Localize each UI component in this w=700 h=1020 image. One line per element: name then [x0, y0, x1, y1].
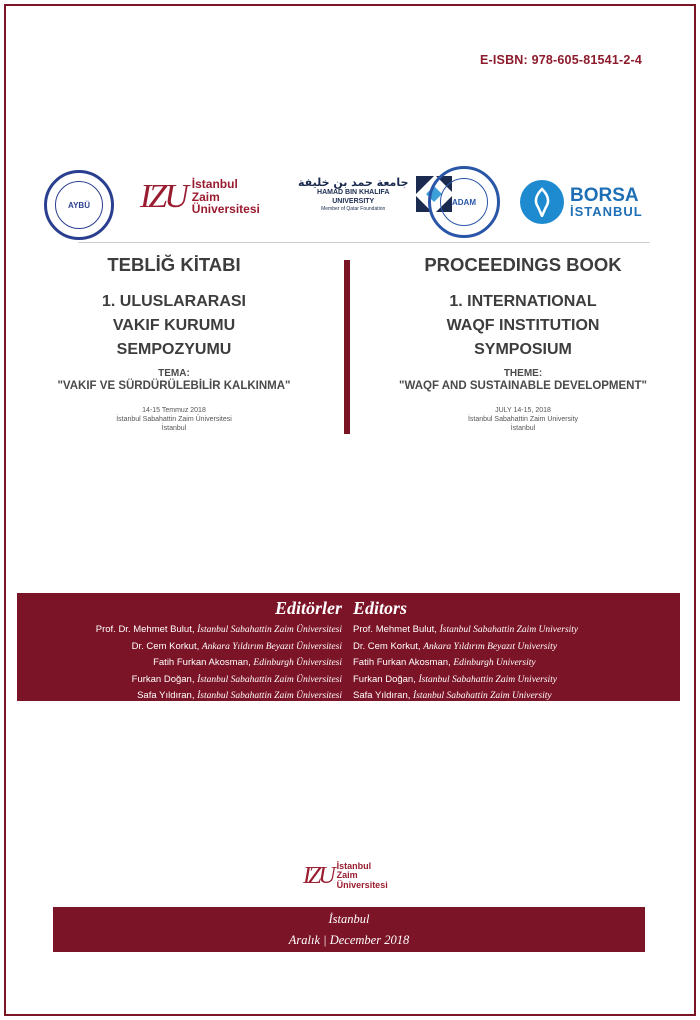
hbku-wordmark	[298, 176, 408, 212]
editor-affiliation: Edinburgh Üniversitesi	[253, 658, 342, 668]
symposium-line2-tr: VAKIF KURUMU	[112, 317, 236, 334]
isbn-label: E-ISBN: 978-605-81541-2-4	[479, 53, 642, 67]
editor-entry-tr	[96, 622, 342, 639]
event-city-en: İstanbul	[510, 425, 536, 432]
theme-label-tr: TEMA:	[158, 368, 190, 379]
editor-affiliation: Ankara Yıldırım Beyazıt University	[423, 641, 557, 652]
editor-entry-en	[353, 622, 578, 639]
editor-name: Safa Yıldıran,	[353, 690, 411, 701]
editor-name: Dr. Cem Korkut,	[131, 640, 200, 652]
symposium-line1-tr: 1. ULUSLARARASI	[101, 293, 246, 310]
editor-name: Fatih Furkan Akosman,	[153, 657, 251, 668]
adam-seal-text: ADAM	[440, 178, 488, 226]
theme-label-en: THEME:	[503, 368, 543, 379]
editor-name: Furkan Doğan,	[131, 673, 195, 685]
editor-affiliation: İstanbul Sabahattin Zaim Üniversitesi	[197, 674, 342, 685]
symposium-line3-en: SYMPOSIUM	[474, 341, 572, 358]
editors-title-en: Editors	[353, 598, 408, 618]
izu-logo	[140, 178, 260, 216]
hbku-line3: Member of Qatar Foundation	[321, 205, 386, 212]
editor-entry-tr	[96, 672, 342, 689]
izu-line2: Zaim	[336, 870, 358, 881]
editor-name: Prof. Dr. Mehmet Bulut,	[95, 624, 195, 635]
symposium-title-tr	[24, 290, 324, 362]
theme-tr: "VAKIF VE SÜRDÜRÜLEBİLİR KALKINMA"	[57, 380, 291, 392]
book-title-en: PROCEEDINGS BOOK	[424, 254, 622, 275]
vertical-divider	[344, 260, 350, 434]
turkish-column	[24, 252, 324, 433]
izu-line3: Üniversitesi	[191, 202, 260, 217]
footer-band	[53, 907, 645, 952]
borsa-line2: İSTANBUL	[570, 204, 643, 219]
editor-entry-en	[353, 672, 578, 689]
editors-list-tr	[96, 622, 342, 705]
editor-affiliation: İstanbul Sabahattin Zaim University	[413, 691, 552, 701]
footer-date: Aralık | December 2018	[288, 933, 410, 947]
adam-seal-logo	[428, 166, 500, 238]
hbku-arabic: جامعة حمد بن خليفة	[298, 176, 409, 190]
editors-list-en	[353, 622, 578, 705]
theme-en: "WAQF AND SUSTAINABLE DEVELOPMENT"	[399, 380, 647, 392]
event-venue-en: İstanbul Sabahattin Zaim University	[467, 416, 579, 423]
editor-affiliation: İstanbul Sabahattin Zaim Üniversitesi	[197, 625, 342, 635]
izu-line1: İstanbul	[191, 177, 238, 191]
izu-mark-icon: IZU	[140, 177, 186, 215]
editor-affiliation: İstanbul Sabahattin Zaim Üniversitesi	[197, 691, 342, 701]
editors-band	[17, 593, 680, 701]
editor-name: Furkan Doğan,	[353, 673, 416, 685]
logo-row	[40, 160, 660, 248]
editor-entry-en	[353, 639, 578, 656]
symposium-line3-tr: SEMPOZYUMU	[116, 341, 232, 358]
english-column	[373, 252, 673, 433]
tulip-icon	[529, 187, 555, 217]
aybu-seal-logo	[44, 170, 114, 240]
editor-affiliation: Ankara Yıldırım Beyazıt Üniversitesi	[201, 641, 342, 652]
aybu-seal-text: AYBÜ	[55, 181, 103, 229]
borsa-wordmark	[570, 186, 643, 218]
event-info-tr	[24, 406, 324, 433]
izu-line2: Zaim	[191, 189, 220, 204]
borsa-istanbul-logo	[520, 180, 643, 224]
editor-affiliation: Edinburgh University	[453, 658, 536, 668]
izu-logo-bottom	[303, 862, 388, 890]
book-title-tr: TEBLİĞ KİTABI	[107, 254, 241, 275]
editor-entry-en	[353, 655, 578, 672]
editor-name: Prof. Mehmet Bulut,	[353, 624, 437, 635]
editor-entry-tr	[96, 688, 342, 705]
editor-affiliation: İstanbul Sabahattin Zaim University	[418, 674, 558, 685]
editor-name: Fatih Furkan Akosman,	[353, 657, 451, 668]
event-info-en	[373, 406, 673, 433]
symposium-title-en	[373, 290, 673, 362]
hbku-line1: HAMAD BIN KHALIFA	[317, 189, 390, 197]
editors-title-tr: Editörler	[274, 598, 342, 618]
event-date-en: JULY 14-15, 2018	[495, 407, 551, 414]
event-city-tr: İstanbul	[161, 425, 187, 432]
izu-wordmark	[192, 178, 260, 216]
editor-name: Safa Yıldıran,	[137, 690, 195, 701]
borsa-tulip-icon	[520, 180, 564, 224]
event-venue-tr: İstanbul Sabahattin Zaim Üniversitesi	[116, 416, 232, 423]
editor-entry-tr	[96, 655, 342, 672]
editor-affiliation: İstanbul Sabahattin Zaim University	[439, 625, 579, 635]
event-date-tr: 14-15 Temmuz 2018	[142, 407, 206, 414]
footer-city: İstanbul	[328, 912, 370, 926]
izu-wordmark	[337, 862, 388, 890]
symposium-line1-en: 1. INTERNATIONAL	[449, 293, 597, 310]
borsa-line1: BORSA	[570, 185, 639, 206]
editor-entry-tr	[96, 639, 342, 656]
hbku-line2: UNIVERSITY	[332, 197, 375, 205]
izu-line3: Üniversitesi	[336, 879, 388, 890]
editor-name: Dr. Cem Korkut,	[353, 640, 421, 652]
editor-entry-en	[353, 688, 578, 705]
izu-mark-icon: IZU	[303, 863, 333, 890]
izu-line1: İstanbul	[336, 861, 372, 871]
symposium-line2-en: WAQF INSTITUTION	[446, 317, 600, 334]
divider-line	[78, 242, 650, 243]
